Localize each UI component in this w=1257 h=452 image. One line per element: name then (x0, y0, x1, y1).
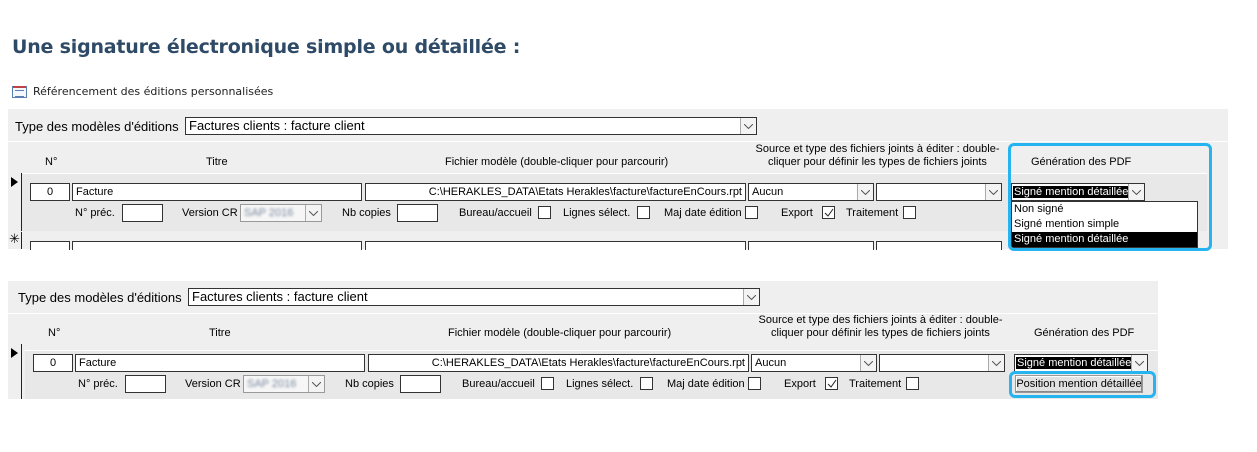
pdf-option-non-signe[interactable]: Non signé (1014, 203, 1064, 215)
form-caption (12, 85, 273, 98)
version-cr-combobox[interactable] (243, 375, 325, 393)
source-value: Aucun (755, 357, 787, 369)
chevron-down-icon[interactable] (860, 355, 876, 371)
type-file-combobox[interactable] (876, 183, 1002, 201)
version-cr-value: SAP 2016 (244, 207, 294, 219)
record-selector[interactable] (8, 173, 22, 231)
pdf-option-simple[interactable]: Signé mention simple (1014, 218, 1120, 230)
type-combobox[interactable] (185, 117, 757, 135)
copies-field[interactable] (397, 204, 438, 222)
panel1-bottom-mask (0, 250, 1257, 270)
processing-label: Traitement (849, 378, 902, 390)
num-field[interactable]: 0 (30, 183, 70, 201)
chevron-down-icon[interactable] (740, 118, 756, 134)
pdf-generation-value: Signé mention détaillée (1014, 186, 1129, 198)
chevron-down-icon[interactable] (1131, 355, 1147, 371)
chevron-down-icon[interactable] (308, 376, 324, 392)
prev-num-label: N° préc. (75, 207, 115, 219)
type-label: Type des modèles d'éditions (18, 290, 182, 305)
chevron-down-icon[interactable] (743, 289, 759, 305)
header-template: Fichier modèle (double-cliquer pour parcourir) (448, 327, 672, 339)
pdf-option-detaillee[interactable]: Signé mention détaillée (1012, 232, 1197, 247)
prev-num-field[interactable] (122, 204, 163, 222)
source-combobox[interactable] (748, 183, 874, 201)
version-cr-label: Version CR (185, 378, 241, 390)
header-title: Titre (209, 327, 231, 339)
header-pdf: Génération des PDF (1034, 327, 1135, 339)
checkmark-icon (827, 379, 837, 389)
lines-checkbox[interactable] (640, 377, 653, 390)
type-value: Factures clients : facture client (192, 289, 368, 304)
export-checkbox[interactable] (825, 377, 838, 390)
version-cr-combobox[interactable] (240, 204, 322, 222)
new-record-star-icon: ✳ (9, 231, 20, 246)
checkmark-icon (824, 208, 834, 218)
form-icon (12, 86, 27, 98)
title-field[interactable]: Facture (75, 354, 365, 372)
header-num: N° (45, 156, 58, 168)
pdf-generation-combobox[interactable] (1011, 183, 1145, 201)
pdf-generation-combobox[interactable] (1014, 354, 1148, 372)
header-attachments: Source et type des fichiers joints à éditer : double-cliquer pour définir les types de fichiers joints (758, 314, 1003, 339)
header-attachments: Source et type des fichiers joints à éditer : double-cliquer pour définir les types de fichiers joints (755, 143, 1000, 168)
header-num: N° (48, 327, 61, 339)
chevron-down-icon[interactable] (857, 184, 873, 200)
num-field[interactable]: 0 (33, 354, 73, 372)
source-combobox[interactable] (751, 354, 877, 372)
update-date-label: Maj date édition (667, 378, 745, 390)
position-mention-button[interactable]: Position mention détaillée (1015, 375, 1143, 393)
processing-checkbox[interactable] (906, 377, 919, 390)
chevron-down-icon[interactable] (1128, 184, 1144, 200)
copies-field[interactable] (400, 375, 441, 393)
header-title: Titre (206, 156, 228, 168)
type-file-combobox[interactable] (879, 354, 1005, 372)
current-record-arrow-icon (11, 348, 18, 358)
chevron-down-icon[interactable] (988, 355, 1004, 371)
export-label: Export (784, 378, 816, 390)
source-value: Aucun (752, 186, 784, 198)
update-date-label: Maj date édition (664, 207, 742, 219)
type-combobox[interactable] (188, 288, 760, 306)
record-selector[interactable] (8, 344, 22, 399)
title-field[interactable]: Facture (72, 183, 362, 201)
update-date-checkbox[interactable] (745, 206, 758, 219)
processing-label: Traitement (846, 207, 899, 219)
new-record-selector[interactable] (8, 232, 22, 249)
processing-checkbox[interactable] (903, 206, 916, 219)
lines-checkbox[interactable] (637, 206, 650, 219)
type-label: Type des modèles d'éditions (15, 119, 179, 134)
template-path-field[interactable]: C:\HERAKLES_DATA\Etats Herakles\facture\factureEnCours.rpt (368, 354, 749, 372)
current-record-arrow-icon (11, 177, 18, 187)
pdf-generation-dropdown-list[interactable] (1011, 201, 1198, 248)
header-pdf: Génération des PDF (1031, 156, 1132, 168)
prev-num-field[interactable] (125, 375, 166, 393)
chevron-down-icon[interactable] (985, 184, 1001, 200)
office-checkbox[interactable] (538, 206, 551, 219)
lines-label: Lignes sélect. (566, 378, 634, 390)
export-checkbox[interactable] (822, 206, 835, 219)
prev-num-label: N° préc. (78, 378, 118, 390)
header-template: Fichier modèle (double-cliquer pour parcourir) (445, 156, 669, 168)
office-checkbox[interactable] (541, 377, 554, 390)
office-label: Bureau/accueil (462, 378, 535, 390)
type-value: Factures clients : facture client (189, 118, 365, 133)
pdf-generation-value: Signé mention détaillée (1017, 357, 1132, 369)
export-label: Export (781, 207, 813, 219)
template-path-field[interactable]: C:\HERAKLES_DATA\Etats Herakles\facture\factureEnCours.rpt (365, 183, 746, 201)
office-label: Bureau/accueil (459, 207, 532, 219)
copies-label: Nb copies (342, 207, 391, 219)
chevron-down-icon[interactable] (305, 205, 321, 221)
page-title: Une signature électronique simple ou détaillée : (12, 36, 521, 58)
version-cr-label: Version CR (182, 207, 238, 219)
copies-label: Nb copies (345, 378, 394, 390)
lines-label: Lignes sélect. (563, 207, 631, 219)
version-cr-value: SAP 2016 (247, 378, 297, 390)
form-caption-label: Référencement des éditions personnalisées (33, 85, 274, 98)
update-date-checkbox[interactable] (748, 377, 761, 390)
